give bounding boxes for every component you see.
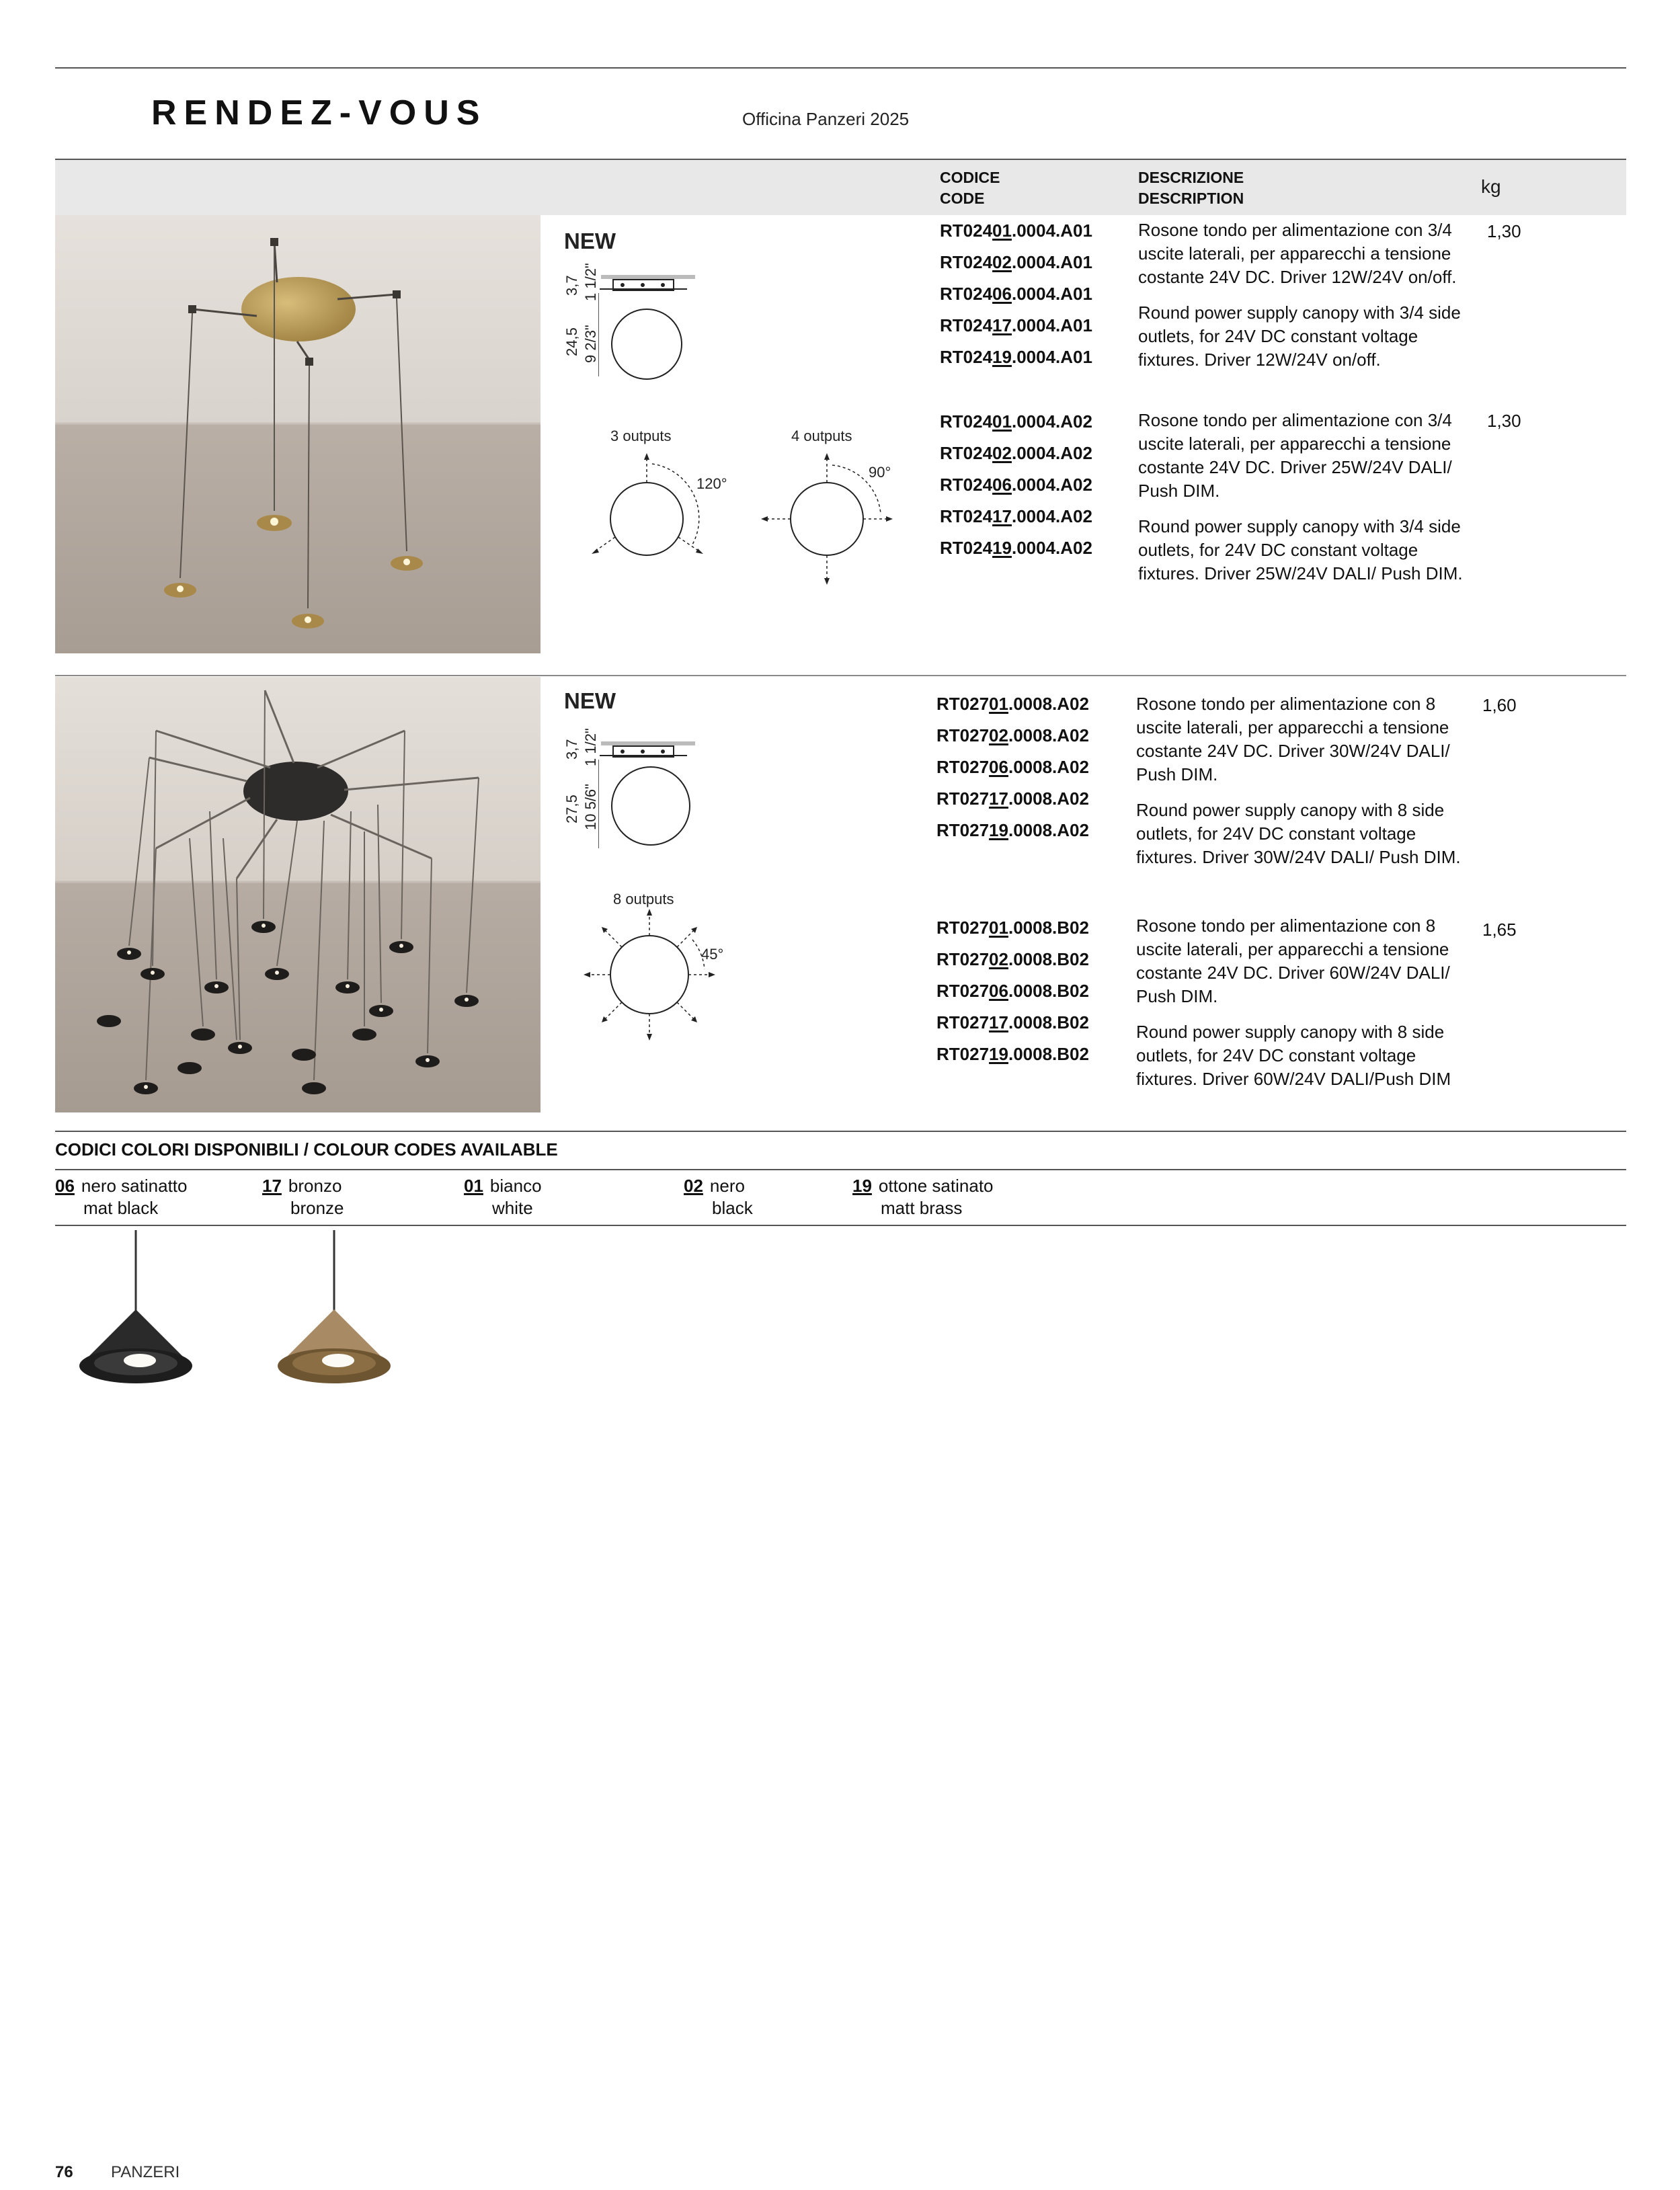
kg-rt024-a01: 1,30: [1487, 221, 1521, 241]
outputs-diagram-8: [578, 907, 719, 1049]
code-row: RT02406.0004.A02: [940, 475, 1092, 495]
table-header: [55, 160, 1626, 215]
product-photo-rt024: [55, 215, 541, 653]
dim-diam-cm-2: 27,5: [563, 795, 580, 823]
page-subtitle: Officina Panzeri 2025: [742, 109, 910, 129]
new-badge-2: NEW: [564, 688, 616, 713]
code-row: RT02719.0008.B02: [936, 1044, 1089, 1064]
code-row: RT02717.0008.A02: [936, 788, 1089, 809]
code-row: RT02402.0004.A01: [940, 252, 1092, 272]
top-rule: [55, 67, 1626, 69]
lamp-swatch-black: [74, 1230, 202, 1398]
dim-height-in-1: 1 1/2": [582, 263, 599, 301]
colour-section-rule-bottom: [55, 1225, 1626, 1226]
codes-rt024-a01: [940, 215, 1092, 373]
kg-rt027-a02: 1,60: [1482, 695, 1517, 715]
outputs-label-3: 3 outputs: [610, 428, 672, 444]
dim-diam-cm-1: 24,5: [563, 327, 580, 356]
colour-item-19: 19 ottone satinato matt brass: [852, 1176, 994, 1218]
colour-section-rule-top: [55, 1131, 1626, 1132]
outputs-diagram-3: [585, 444, 719, 578]
footer-brand: PANZERI: [111, 2163, 180, 2181]
colour-item-06: 06 nero satinatto mat black: [55, 1176, 188, 1218]
product-photo-rt027: [55, 677, 541, 1112]
code-row: RT02701.0008.A02: [936, 694, 1089, 714]
desc-rt024-a01: Rosone tondo per alimentazione con 3/4 uscite laterali, per apparecchi a tensione costante 24V DC. Driver 12W/24V on/off. Round power supply canopy with 3/4 side outlets, for 24V DC constant voltage fixtures. Driver 12W/24V on/off.: [1138, 220, 1461, 370]
colour-section-rule-mid: [55, 1169, 1626, 1170]
outputs-diagram-4: [760, 444, 908, 592]
dim-diam-in-1: 9 2/3": [582, 325, 599, 363]
desc-rt027-b02: Rosone tondo per alimentazione con 8 uscite laterali, per apparecchi a tensione costante 24V DC. Driver 60W/24V DALI/ Push DIM. Round power supply canopy with 8 side outlets, for 24V DC constant voltage fixtures. Driver 60W/24V DALI/Push DIM: [1136, 916, 1451, 1089]
outputs-label-8: 8 outputs: [613, 891, 674, 907]
code-row: RT02702.0008.B02: [936, 949, 1089, 969]
code-row: RT02417.0004.A01: [940, 315, 1092, 335]
dim-diam-in-2: 10 5/6": [582, 784, 599, 830]
code-row: RT02706.0008.B02: [936, 981, 1089, 1001]
codes-rt024-a02: [940, 406, 1092, 564]
kg-rt027-b02: 1,65: [1482, 920, 1517, 940]
colour-item-01: 01 bianco white: [464, 1176, 542, 1218]
codes-rt027-b02: [936, 912, 1089, 1070]
canopy-drawing-2: [598, 734, 699, 868]
kg-rt024-a02: 1,30: [1487, 411, 1521, 431]
col-desc-header: DESCRIZIONE DESCRIPTION: [1138, 169, 1244, 207]
code-row: RT02406.0004.A01: [940, 284, 1092, 304]
code-row: RT02401.0004.A02: [940, 411, 1092, 432]
dim-height-cm-1: 3,7: [563, 275, 580, 296]
desc-rt024-a02: Rosone tondo per alimentazione con 3/4 uscite laterali, per apparecchi a tensione costante 24V DC. Driver 25W/24V DALI/ Push DIM. Round power supply canopy with 3/4 side outlets, for 24V DC constant voltage fixtures. Driver 25W/24V DALI/ Push DIM.: [1138, 410, 1463, 583]
new-badge-1: NEW: [564, 229, 616, 253]
canopy-drawing-1: [598, 269, 699, 390]
col-kg-header: kg: [1481, 176, 1501, 197]
code-row: RT02706.0008.A02: [936, 757, 1089, 777]
desc-rt027-a02: Rosone tondo per alimentazione con 8 uscite laterali, per apparecchi a tensione costante 24V DC. Driver 30W/24V DALI/ Push DIM. Round power supply canopy with 8 side outlets, for 24V DC constant voltage fixtures. Driver 30W/24V DALI/ Push DIM.: [1136, 694, 1461, 867]
code-row: RT02417.0004.A02: [940, 506, 1092, 526]
codes-rt027-a02: [936, 688, 1089, 846]
dim-height-in-2: 1 1/2": [582, 728, 599, 766]
colour-item-02: 02 nero black: [684, 1176, 753, 1218]
page-title: RENDEZ-VOUS: [151, 93, 487, 132]
code-row: RT02717.0008.B02: [936, 1012, 1089, 1032]
code-row: RT02401.0004.A01: [940, 220, 1092, 241]
col-code-header: CODICE CODE: [940, 169, 1000, 207]
page-number: 76: [55, 2163, 73, 2181]
colour-item-17: 17 bronzo bronze: [262, 1176, 344, 1218]
code-row: RT02701.0008.B02: [936, 918, 1089, 938]
angle-label-90: 90°: [869, 464, 891, 481]
angle-label-120: 120°: [696, 475, 727, 492]
code-row: RT02419.0004.A01: [940, 347, 1092, 367]
section-rule-1: [55, 675, 1626, 676]
colour-codes-title: CODICI COLORI DISPONIBILI / COLOUR CODES AVAILABLE: [55, 1139, 558, 1160]
code-row: RT02702.0008.A02: [936, 725, 1089, 745]
code-row: RT02402.0004.A02: [940, 443, 1092, 463]
lamp-swatch-bronze: [272, 1230, 400, 1398]
angle-label-45: 45°: [701, 946, 724, 963]
code-row: RT02419.0004.A02: [940, 538, 1092, 558]
outputs-label-4: 4 outputs: [791, 428, 852, 444]
code-row: RT02719.0008.A02: [936, 820, 1089, 840]
dim-height-cm-2: 3,7: [563, 739, 580, 760]
